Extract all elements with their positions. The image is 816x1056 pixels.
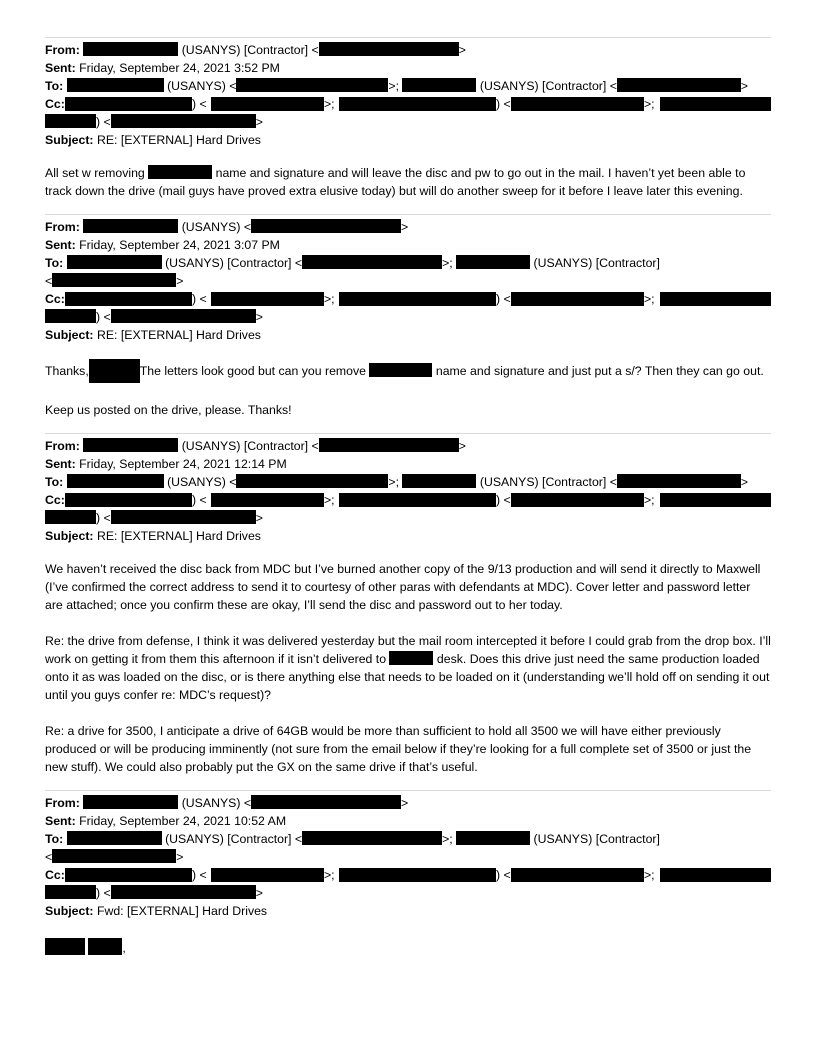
cc-line — [45, 491, 771, 509]
body-text: desk. Does this drive just need the same production loaded onto it as was loaded on the disc, or is there anything else that needs to be loaded on it (understanding we’ll hold off on sending it out until you guys confer re: MDC’s request)? — [45, 652, 770, 702]
redaction — [660, 868, 771, 882]
redaction — [456, 255, 530, 269]
redaction — [511, 868, 644, 882]
to-label: To: — [45, 79, 64, 93]
redaction — [88, 938, 122, 955]
sent-line — [45, 59, 771, 77]
cc-line-2 — [45, 884, 771, 902]
subject-text: RE: [EXTERNAL] Hard Drives — [96, 529, 261, 543]
subject-label: Subject: — [45, 133, 94, 147]
to-line-2 — [45, 848, 771, 866]
sent-date: Friday, September 24, 2021 12:14 PM — [79, 457, 287, 471]
redaction — [660, 292, 771, 306]
redaction — [65, 493, 192, 507]
redaction — [402, 78, 476, 92]
from-label: From: — [45, 439, 80, 453]
from-line — [45, 437, 771, 455]
redaction — [389, 651, 433, 665]
to-line — [45, 473, 771, 491]
cc-label: Cc: — [45, 868, 65, 882]
cc-text: ) < — [192, 493, 207, 507]
from-org: (USANYS) [Contractor] < — [181, 43, 319, 57]
redaction — [67, 255, 162, 269]
redaction — [52, 273, 176, 287]
redaction — [45, 114, 96, 128]
body-text: name and signature and just put a s/? Then they can go out. — [435, 364, 764, 378]
to-close: > — [740, 475, 749, 489]
separator — [45, 37, 771, 38]
redaction — [52, 849, 176, 863]
sent-line — [45, 236, 771, 254]
cc-text: > — [255, 115, 263, 129]
redaction — [660, 97, 771, 111]
from-line — [45, 218, 771, 236]
to-org: (USANYS) < — [167, 79, 237, 93]
to-org: (USANYS) [Contractor] < — [479, 475, 617, 489]
to-org: (USANYS) [Contractor] < — [165, 832, 303, 846]
from-close: > — [458, 439, 466, 453]
body-paragraph: Re: a drive for 3500, I anticipate a drive of 64GB would be more than sufficient to hold all 3500 we will have either previously produced or will be producing imminently (not sure from the email below if they’re looking for a full complete set of 3500 or just the new stuff). We could also probably put the GX on the same drive if that’s useful. — [45, 724, 752, 774]
redaction — [45, 885, 96, 899]
sent-label: Sent: — [45, 61, 76, 75]
redaction — [45, 938, 85, 955]
redaction — [211, 97, 324, 111]
sent-date: Friday, September 24, 2021 10:52 AM — [79, 814, 287, 828]
subject-text: RE: [EXTERNAL] Hard Drives — [96, 328, 261, 342]
redaction — [302, 831, 442, 845]
redaction — [111, 309, 256, 323]
separator — [45, 790, 771, 791]
to-line-2 — [45, 272, 771, 290]
from-label: From: — [45, 220, 80, 234]
cc-label: Cc: — [45, 493, 65, 507]
subject-label: Subject: — [45, 529, 94, 543]
cc-text: >; — [324, 868, 335, 882]
cc-text: > — [255, 886, 263, 900]
body-paragraph — [45, 632, 771, 704]
subject-line — [45, 326, 771, 344]
from-org: (USANYS) < — [181, 220, 252, 234]
to-separator: >; — [442, 832, 453, 846]
cc-text: > — [255, 511, 263, 525]
subject-text: Fwd: [EXTERNAL] Hard Drives — [96, 904, 268, 918]
from-close: > — [401, 796, 409, 810]
redaction — [236, 474, 388, 488]
redaction — [211, 292, 324, 306]
redaction — [65, 97, 192, 111]
cc-text: >; — [644, 292, 655, 306]
cc-text: ) < — [192, 292, 207, 306]
redaction — [65, 868, 192, 882]
subject-label: Subject: — [45, 904, 94, 918]
redaction — [111, 114, 256, 128]
to-org: (USANYS) [Contractor] — [533, 256, 660, 270]
redaction — [319, 438, 459, 452]
cc-text: > — [255, 310, 263, 324]
redaction — [302, 255, 442, 269]
from-close: > — [401, 220, 409, 234]
to-open: < — [45, 274, 53, 288]
subject-line — [45, 527, 771, 545]
from-org: (USANYS) [Contractor] < — [181, 439, 319, 453]
redaction — [236, 78, 388, 92]
to-label: To: — [45, 832, 64, 846]
redaction — [83, 219, 178, 233]
redaction — [617, 474, 741, 488]
cc-line-2 — [45, 509, 771, 527]
cc-text: ) < — [496, 97, 511, 111]
redaction — [251, 795, 401, 809]
sent-date: Friday, September 24, 2021 3:07 PM — [79, 238, 280, 252]
body-text: The letters look good but can you remove — [139, 364, 367, 378]
from-org: (USANYS) < — [181, 796, 252, 810]
redaction — [67, 474, 164, 488]
redaction — [67, 78, 164, 92]
email-header — [45, 437, 771, 545]
to-label: To: — [45, 256, 64, 270]
to-separator: >; — [388, 475, 400, 489]
redaction — [211, 493, 324, 507]
email-header — [45, 218, 771, 344]
redaction — [369, 363, 432, 377]
cc-line-2 — [45, 113, 771, 131]
to-close: > — [176, 850, 184, 864]
body-text: name and signature and will leave the disc and pw to go out in the mail. I haven’t yet been able to track down the drive (mail guys have proved extra elusive today) but will do another sweep for it before I leave later this evening. — [45, 166, 746, 198]
salutation-comma: , — [122, 941, 126, 955]
email-body — [45, 359, 771, 419]
redaction — [83, 42, 178, 56]
redaction — [251, 219, 401, 233]
sent-line — [45, 455, 771, 473]
cc-text: >; — [324, 292, 335, 306]
redaction — [65, 292, 192, 306]
cc-text: ) < — [192, 868, 207, 882]
cc-label: Cc: — [45, 292, 65, 306]
to-org: (USANYS) [Contractor] < — [479, 79, 617, 93]
cc-text: ) < — [496, 292, 511, 306]
body-text: All set w removing — [45, 166, 145, 180]
cc-text: ) < — [96, 886, 111, 900]
email-header — [45, 794, 771, 920]
subject-line — [45, 131, 771, 149]
to-line — [45, 254, 771, 272]
email-body — [45, 560, 771, 776]
redaction — [83, 438, 178, 452]
to-org: (USANYS) [Contractor] < — [165, 256, 303, 270]
sent-label: Sent: — [45, 457, 76, 471]
to-separator: >; — [442, 256, 453, 270]
cc-label: Cc: — [45, 97, 65, 111]
cc-text: ) < — [96, 511, 111, 525]
to-org: (USANYS) < — [167, 475, 237, 489]
redaction — [45, 309, 96, 323]
to-org: (USANYS) [Contractor] — [533, 832, 660, 846]
body-paragraph: Keep us posted on the drive, please. Thanks! — [45, 403, 292, 417]
redaction — [319, 42, 459, 56]
redaction — [111, 885, 256, 899]
redaction — [339, 868, 496, 882]
cc-line — [45, 866, 771, 884]
to-label: To: — [45, 475, 64, 489]
sent-line — [45, 812, 771, 830]
cc-text: ) < — [96, 310, 111, 324]
from-line — [45, 794, 771, 812]
cc-text: >; — [324, 97, 335, 111]
email-body — [45, 164, 771, 200]
redaction — [511, 97, 644, 111]
subject-label: Subject: — [45, 328, 94, 342]
redaction — [511, 292, 644, 306]
cc-line — [45, 290, 771, 308]
redaction — [402, 474, 476, 488]
body-paragraph: We haven’t received the disc back from MDC but I’ve burned another copy of the 9/13 production and will send it directly to Maxwell (I’ve confirmed the correct address to send it to courtesy of other paras with defendants at MDC). Cover letter and password letter are attached; once you confirm these are okay, I’ll send the disc and password out to her today. — [45, 562, 761, 612]
cc-text: ) < — [96, 115, 111, 129]
redaction — [456, 831, 530, 845]
redaction — [660, 493, 771, 507]
redaction — [45, 510, 96, 524]
subject-line — [45, 902, 771, 920]
redaction — [148, 165, 212, 179]
body-paragraph — [45, 359, 771, 383]
redaction — [89, 359, 140, 383]
cc-text: >; — [644, 97, 655, 111]
body-paragraph — [45, 164, 771, 200]
from-close: > — [458, 43, 466, 57]
cc-text: >; — [644, 493, 655, 507]
body-text: Re: the drive from defense, I think it was delivered yesterday but the mail room intercepted it before I could grab from the drop box. I’ll work on getting it from them this afternoon if it isn’t delivered to — [45, 634, 771, 666]
subject-text: RE: [EXTERNAL] Hard Drives — [96, 133, 261, 147]
cc-line — [45, 95, 771, 113]
redaction — [339, 292, 496, 306]
to-close: > — [176, 274, 184, 288]
salutation — [45, 938, 771, 958]
redaction — [339, 493, 496, 507]
redaction — [617, 78, 741, 92]
from-label: From: — [45, 796, 80, 810]
email-header — [45, 41, 771, 149]
redaction — [67, 831, 162, 845]
redaction — [511, 493, 644, 507]
sent-date: Friday, September 24, 2021 3:52 PM — [79, 61, 280, 75]
from-label: From: — [45, 43, 80, 57]
to-close: > — [740, 79, 749, 93]
separator — [45, 433, 771, 434]
body-text: Thanks, — [45, 364, 89, 378]
separator — [45, 214, 771, 215]
cc-line-2 — [45, 308, 771, 326]
to-line — [45, 77, 771, 95]
redaction — [211, 868, 324, 882]
from-line — [45, 41, 771, 59]
cc-text: >; — [324, 493, 335, 507]
redaction — [111, 510, 256, 524]
to-line — [45, 830, 771, 848]
sent-label: Sent: — [45, 238, 76, 252]
cc-text: >; — [644, 868, 655, 882]
sent-label: Sent: — [45, 814, 76, 828]
to-open: < — [45, 850, 53, 864]
to-separator: >; — [388, 79, 400, 93]
email-thread — [45, 37, 771, 958]
cc-text: ) < — [496, 868, 511, 882]
cc-text: ) < — [192, 97, 207, 111]
redaction — [339, 97, 496, 111]
cc-text: ) < — [496, 493, 511, 507]
redaction — [83, 795, 178, 809]
